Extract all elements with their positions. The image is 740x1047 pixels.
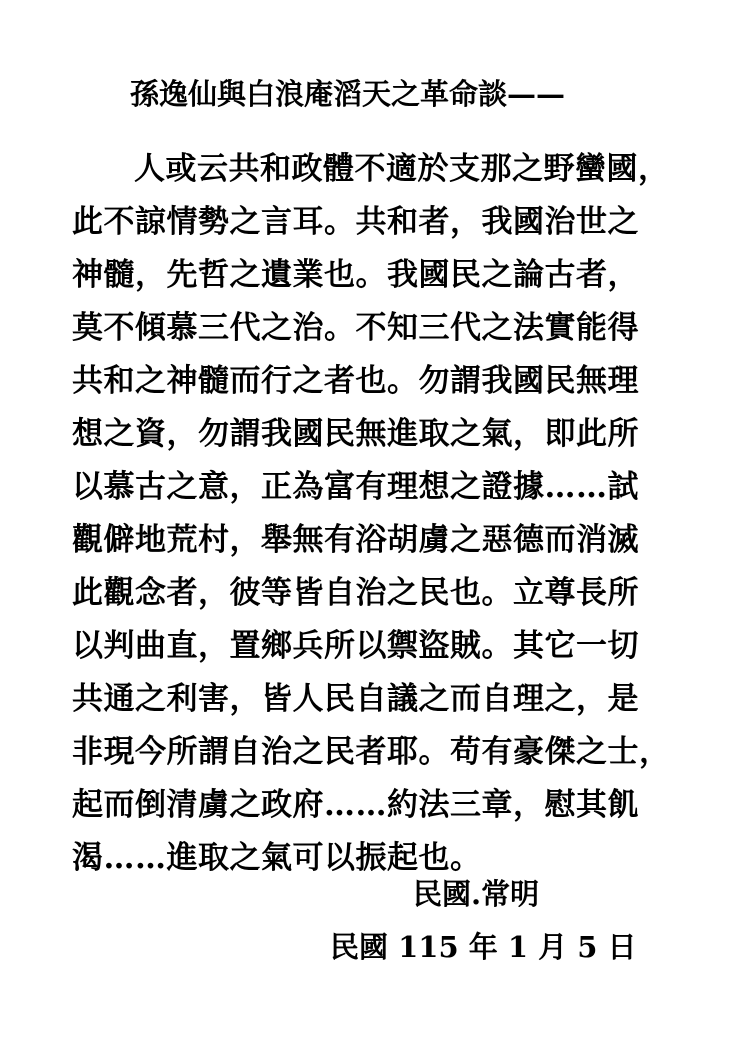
signature: 民國.常明 [413, 877, 540, 911]
text-line: 人或云共和政體不適於支那之野蠻國， [134, 151, 670, 187]
body-paragraph [72, 143, 672, 885]
text-line: 以判曲直，置鄉兵所以禦盜賊。其它一切 [72, 628, 639, 664]
text-line: 莫不傾慕三代之治。不知三代之法實能得 [72, 310, 639, 346]
signature-date: 民國 115 年 1 月 5 日 [330, 930, 637, 964]
document-title: 孫逸仙與白浪庵滔天之革命談—— [130, 77, 566, 111]
text-line: 起而倒清虜之政府……約法三章，慰其飢 [72, 787, 639, 823]
text-line: 此不諒情勢之言耳。共和者，我國治世之 [72, 204, 639, 240]
text-line: 渴……進取之氣可以振起也。 [72, 840, 482, 876]
text-line: 共通之利害，皆人民自議之而自理之，是 [72, 681, 639, 717]
text-line: 共和之神髓而行之者也。勿謂我國民無理 [72, 363, 639, 399]
text-line: 非現今所謂自治之民者耶。苟有豪傑之士， [72, 734, 671, 770]
text-line: 觀僻地荒村，舉無有浴胡虜之惡德而消滅 [72, 522, 639, 558]
text-line: 神髓，先哲之遺業也。我國民之論古者， [72, 257, 639, 293]
text-line: 以慕古之意，正為富有理想之證據……試 [72, 469, 639, 505]
text-line: 想之資，勿謂我國民無進取之氣，即此所 [72, 416, 639, 452]
text-line: 此觀念者，彼等皆自治之民也。立尊長所 [72, 575, 639, 611]
